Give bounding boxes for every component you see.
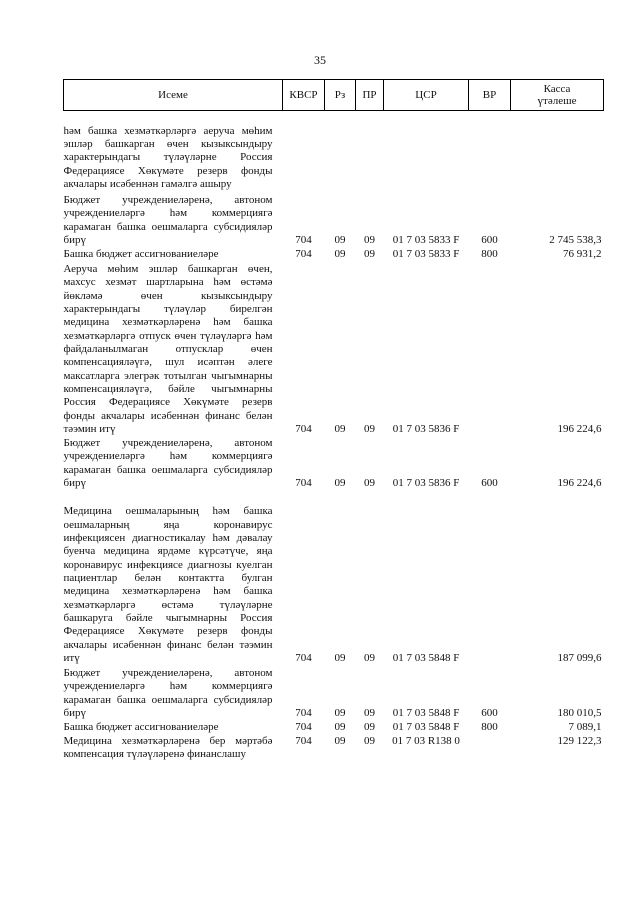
cell-amount: 187 099,6 bbox=[557, 652, 602, 665]
cell-kvsr bbox=[283, 111, 325, 192]
header-amount-line2: үтәлеше bbox=[537, 95, 577, 107]
cell-rz: 09 bbox=[334, 477, 346, 490]
cell-name: Медицина оешмаларының һәм башка оешмаларның яңа коронавирус инфекциясен диагностикалау һәм дәвалау буенча медицина ярдәме күрсәтүче, яңа коронавирус инфекциясе диагнозы куелган пациентлар белән контактта булган медицина хезмәткәрләренә һәм башка хезмәткәрләргә өстәмә түләүләрне башкаруга бәйле чыгымнарны Россия Федерациясе Хөкүмәте резерв фонды акчалары исәбеннән финанс белән тәэмин итү bbox=[63, 505, 273, 665]
cell-vr bbox=[469, 111, 511, 192]
cell-amount: 76 931,2 bbox=[563, 248, 602, 261]
cell-pr: 09 bbox=[364, 652, 375, 665]
cell-name: Бюджет учреждениеләренә, автоном учреждениеләргә һәм коммерциягә карамаган башка оешмаларга субсидияләр бирү bbox=[63, 194, 273, 247]
cell-csr: 01 7 03 5848 F bbox=[392, 707, 460, 720]
cell-kvsr: 704 bbox=[295, 652, 312, 665]
cell-csr: 01 7 03 5848 F bbox=[392, 721, 460, 734]
cell-rz: 09 bbox=[334, 734, 346, 747]
cell-name: Башка бюджет ассигнованиеләре bbox=[63, 248, 219, 261]
cell-amount: 196 224,6 bbox=[557, 423, 602, 436]
cell-kvsr: 704 bbox=[295, 234, 312, 247]
cell-kvsr: 704 bbox=[295, 423, 312, 436]
cell-amount bbox=[511, 111, 604, 192]
cell-vr bbox=[469, 491, 511, 666]
header-csr: ЦСР bbox=[384, 80, 469, 111]
cell-pr: 09 bbox=[364, 477, 375, 490]
cell-vr bbox=[469, 262, 511, 437]
cell-amount: 2 745 538,3 bbox=[549, 234, 602, 247]
cell-vr: 600 bbox=[481, 707, 498, 720]
table-row bbox=[64, 111, 604, 192]
header-pr: ПР bbox=[356, 80, 384, 111]
cell-kvsr: 704 bbox=[295, 248, 312, 261]
cell-amount: 7 089,1 bbox=[568, 721, 602, 734]
cell-kvsr: 704 bbox=[295, 721, 312, 734]
cell-rz: 09 bbox=[334, 423, 346, 436]
cell-csr: 01 7 03 5833 F bbox=[392, 248, 460, 261]
header-rz: Рз bbox=[325, 80, 356, 111]
table-body bbox=[64, 111, 604, 763]
table-row bbox=[64, 491, 604, 666]
cell-vr: 800 bbox=[481, 721, 498, 734]
cell-rz: 09 bbox=[334, 234, 346, 247]
cell-pr: 09 bbox=[364, 234, 375, 247]
header-vr: ВР bbox=[469, 80, 511, 111]
table-row bbox=[64, 666, 604, 721]
cell-pr: 09 bbox=[364, 721, 375, 734]
cell-name: Аеруча мөһим эшләр башкарган өчен, махсус хезмәт шартларына һәм өстәмә йөкләмә өчен кызыксындыру характерындагы түләүләр бирелгән медицина хезмәткәрләренә һәм башка хезмәткәрләргә отпуск өчен түләүләргә һәм файдаланылмаган отпусклар өчен компенсацияләүгә, шул исәптән әлеге максатларга элегрәк тотылган чыгымнарны компенсацияләүгә, бәйле чыгымнарны Россия Федерациясе Хөкүмәте резерв фонды акчалары исәбеннән финанс белән тәэмин итү bbox=[63, 263, 273, 436]
cell-name: Бюджет учреждениеләренә, автоном учреждениеләргә һәм коммерциягә карамаган башка оешмаларга субсидияләр бирү bbox=[63, 437, 273, 490]
header-name: Исеме bbox=[64, 80, 283, 111]
cell-kvsr: 704 bbox=[295, 477, 312, 490]
header-kvsr: КВСР bbox=[283, 80, 325, 111]
table-row bbox=[64, 721, 604, 735]
cell-amount: 180 010,5 bbox=[557, 707, 602, 720]
table-row bbox=[64, 437, 604, 491]
cell-rz bbox=[325, 111, 356, 192]
cell-vr: 600 bbox=[481, 234, 498, 247]
cell-rz: 09 bbox=[334, 248, 346, 261]
cell-vr: 800 bbox=[481, 248, 498, 261]
cell-rz: 09 bbox=[334, 707, 346, 720]
cell-name: һәм башка хезмәткәрләргә аеруча мөһим эшләр башкарган өчен кызыксындыру характерындагы түләүләрне Россия Федерациясе Хөкүмәте резерв фонды акчалары исәбеннән гамәлгә ашыру bbox=[63, 124, 273, 191]
header-amount-line1: Касса bbox=[543, 83, 571, 95]
table-row bbox=[64, 192, 604, 248]
cell-csr: 01 7 03 5836 F bbox=[392, 477, 460, 490]
cell-csr: 01 7 03 R138 0 bbox=[392, 734, 460, 747]
cell-name: Башка бюджет ассигнованиеләре bbox=[63, 721, 219, 734]
cell-vr bbox=[469, 735, 511, 763]
page-number: 35 bbox=[314, 53, 326, 67]
cell-csr: 01 7 03 5848 F bbox=[392, 652, 460, 665]
cell-rz: 09 bbox=[334, 721, 346, 734]
cell-amount: 129 122,3 bbox=[557, 734, 602, 747]
cell-name: Медицина хезмәткәрләренә бер мәртәбә компенсация түләүләренә финанслашу bbox=[63, 734, 273, 760]
table-header-row bbox=[64, 80, 604, 111]
table-row bbox=[64, 735, 604, 763]
header-amount bbox=[511, 80, 604, 111]
cell-name: Бюджет учреждениеләренә, автоном учреждениеләргә һәм коммерциягә карамаган башка оешмаларга субсидияләр бирү bbox=[63, 667, 273, 720]
cell-pr: 09 bbox=[364, 734, 375, 747]
cell-pr bbox=[356, 111, 384, 192]
cell-kvsr: 704 bbox=[295, 734, 312, 747]
cell-vr: 600 bbox=[481, 477, 498, 490]
cell-kvsr: 704 bbox=[295, 707, 312, 720]
cell-amount: 196 224,6 bbox=[557, 477, 602, 490]
cell-pr: 09 bbox=[364, 248, 375, 261]
cell-csr: 01 7 03 5833 F bbox=[392, 234, 460, 247]
cell-pr: 09 bbox=[364, 707, 375, 720]
table-row bbox=[64, 262, 604, 437]
table-row bbox=[64, 248, 604, 262]
cell-csr bbox=[384, 111, 469, 192]
budget-table bbox=[63, 79, 604, 763]
cell-rz: 09 bbox=[334, 652, 346, 665]
cell-pr: 09 bbox=[364, 423, 375, 436]
cell-csr: 01 7 03 5836 F bbox=[392, 423, 460, 436]
